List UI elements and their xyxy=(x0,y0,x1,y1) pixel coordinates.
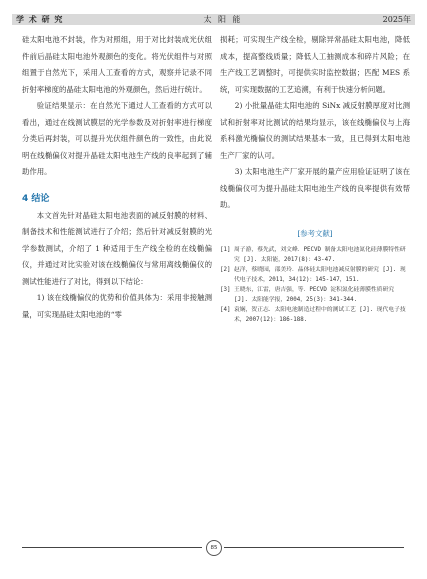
section-title-conclusion: 4 结论 xyxy=(22,193,50,204)
reference-text: 赵洋，蔡晓园，邵美玲．晶体硅太阳电池减反射膜的研究 [J]. 现代电子技术，2011，34(12)：145-147，151. xyxy=(234,266,406,283)
header-journal-name: 太 阳 能 xyxy=(203,15,243,24)
reference-number: [4] xyxy=(220,306,231,313)
left-paragraph-4: 1) 该在线椭偏仪的优势和价值具体为：采用非接触测量，可实现晶硅太阳电池的“零 xyxy=(22,293,212,319)
page-number: 85 xyxy=(206,540,222,556)
reference-item xyxy=(220,265,410,285)
reference-number: [1] xyxy=(220,246,231,253)
references-title: [参考文献] xyxy=(297,228,333,238)
header-section-label: 学 术 研 究 xyxy=(16,14,64,24)
references-list xyxy=(220,245,410,325)
reference-text: 袁娴，贺正志．太阳电池制造过程中的测试工艺 [J]. 现代电子技术，2007(12)：186-188. xyxy=(234,306,406,323)
reference-number: [3] xyxy=(220,286,231,293)
left-column xyxy=(22,32,212,323)
reference-item xyxy=(220,305,410,325)
footer-divider-left xyxy=(22,547,202,548)
reference-text: 王晓东，江雷，唐吉强，等．PECVD 淀积氮化硅薄膜性质研究 [J]. 太阳能学报，2004，25(3)：341-344. xyxy=(234,286,395,303)
reference-text: 周子游，蔡先武，刘文峰．PECVD 制备太阳电池氮化硅薄膜特性研究 [J]. 太阳能，2017(8)：43-47. xyxy=(234,246,406,263)
header-year: 2025年 xyxy=(382,15,411,24)
reference-item xyxy=(220,245,410,265)
reference-item xyxy=(220,285,410,305)
right-paragraph-3: 3) 太阳电池生产厂家开展的量产应用验证证明了该在线椭偏仪可为提升晶硅太阳电池生产线的良率提供有效帮助。 xyxy=(220,167,410,209)
left-paragraph-2: 验证结果显示：在自然光下通过人工查看的方式可以看出，通过在线测试膜层的光学参数及对折射率进行梯度分类后再封装，可以提升光伏组件颜色的一致性，由此说明在线椭偏仪对提升晶硅太阳电池生产线的良率起到了辅助作用。 xyxy=(22,101,212,176)
right-paragraph-1: 损耗；可实现生产线全检，剔除异常晶硅太阳电池，降低成本，提高整线质量；降低人工抽测成本和碎片风险；在生产线工艺调整时，可提供实时监控数据；匹配 MES 系统，可实现数据的工艺追溯，有利于快速分析问题。 xyxy=(220,35,410,94)
footer-divider-right xyxy=(224,547,404,548)
running-header xyxy=(12,14,415,25)
right-column xyxy=(220,32,410,325)
left-paragraph-3: 本文首先针对晶硅太阳电池表面的减反射膜的材料、制备技术和性能测试进行了介绍；然后针对减反射膜的光学参数测试，介绍了 1 种适用于生产线全检的在线椭偏仪，并通过对比实验对该在线椭偏仪与常用离线椭偏仪的测试性能进行了对比，得到以下结论： xyxy=(22,210,212,286)
left-paragraph-1: 硅太阳电池不封装，作为对照组，用于对比封装成光伏组件前后晶硅太阳电池外观颜色的变化。将光伏组件与对照组置于自然光下，采用人工查看的方式，观察并记录不同折射率梯度的晶硅太阳电池的外观颜色，然后进行统计。 xyxy=(22,35,212,94)
right-paragraph-2: 2) 小批量晶硅太阳电池的 SiNx 减反射膜厚度对比测试和折射率对比测试的结果均显示，该在线椭偏仪与上海系科激光椭偏仪的测试结果基本一致，且已得到太阳电池生产厂家的认可。 xyxy=(220,101,410,160)
reference-number: [2] xyxy=(220,266,231,273)
